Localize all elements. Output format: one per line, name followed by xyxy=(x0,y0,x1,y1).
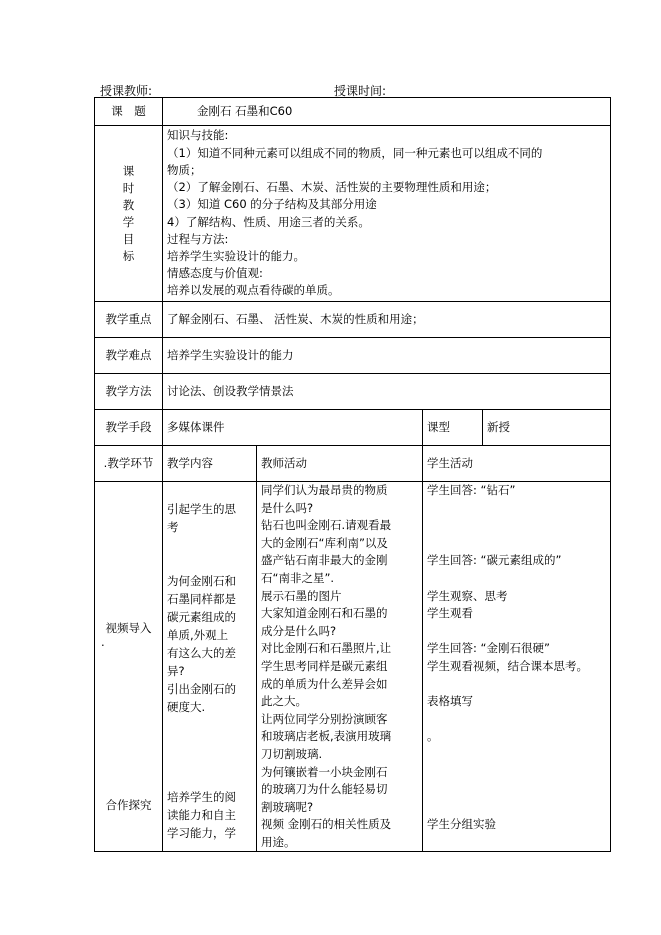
objectives-label-char: 标 xyxy=(122,248,135,263)
means-value: 多媒体课件 xyxy=(163,410,423,446)
lesson-type-value: 新授 xyxy=(483,410,611,446)
objectives-content xyxy=(163,126,611,302)
difficulties-label: 教学难点 xyxy=(95,338,163,374)
student-line: 表格填写 xyxy=(427,694,473,709)
stage-cell xyxy=(95,482,163,852)
student-line: 学生观看 xyxy=(427,606,473,621)
content-line: 有这么大的差 xyxy=(167,646,236,660)
teacher-label: 授课教师: xyxy=(100,84,153,98)
teacher-line: 石“南非之星”. xyxy=(261,570,335,585)
content-line: 考 xyxy=(167,520,179,534)
content-line: 单质,外观上 xyxy=(167,628,229,642)
objectives-row xyxy=(95,126,611,302)
objective-line: 过程与方法: xyxy=(167,231,229,246)
key-points-row xyxy=(95,302,611,338)
topic-row xyxy=(95,98,611,126)
student-line: 学生分组实验 xyxy=(427,817,496,832)
content-line: 学习能力，学 xyxy=(167,826,236,840)
methods-row xyxy=(95,374,611,410)
content-line xyxy=(167,734,252,752)
objective-line: 培养学生实验设计的能力。 xyxy=(167,248,305,263)
teacher-line: 为何镶嵌着一小块金刚石 xyxy=(261,764,388,779)
content-line: 读能力和自主 xyxy=(167,808,236,822)
teacher-line: 割玻璃呢? xyxy=(261,799,314,814)
column-header-student: 学生活动 xyxy=(423,446,611,482)
content-line xyxy=(167,554,252,572)
column-header-stage: .教学环节 xyxy=(95,446,163,482)
teacher-line: 用途。 xyxy=(261,834,296,849)
lesson-type-label: 课型 xyxy=(423,410,483,446)
student-line: 学生回答: “钻石” xyxy=(427,483,516,497)
teacher-line: 的玻璃刀为什么能轻易切 xyxy=(261,782,388,797)
teacher-line: 成分是什么吗? xyxy=(261,623,337,638)
objectives-label-char: 教 xyxy=(122,197,135,212)
process-row xyxy=(95,482,611,852)
student-line xyxy=(427,570,606,588)
time-label: 授课时间: xyxy=(334,84,387,98)
content-line xyxy=(167,536,252,554)
key-points-label: 教学重点 xyxy=(95,302,163,338)
teacher-activity-cell xyxy=(257,482,423,852)
stage-video-intro: 视频导入 xyxy=(105,621,152,635)
methods-label: 教学方法 xyxy=(95,374,163,410)
content-line: 异? xyxy=(167,664,185,678)
content-line: 碳元素组成的 xyxy=(167,610,236,624)
content-line: 引出金刚石的 xyxy=(167,682,236,696)
teacher-line: 此之大。 xyxy=(261,694,307,709)
content-line xyxy=(167,770,252,788)
student-line: 。 xyxy=(427,729,439,744)
column-header-teacher: 教师活动 xyxy=(257,446,423,482)
student-activity-cell xyxy=(423,482,611,852)
stage-cooperative-inquiry: 合作探究 xyxy=(105,798,152,812)
objectives-label-char: 学 xyxy=(122,214,135,229)
teacher-line: 盛产钻石南非最大的金刚 xyxy=(261,553,388,568)
student-line xyxy=(427,676,606,694)
student-line xyxy=(427,500,606,518)
topic-value: 金刚石 石墨和C60 xyxy=(163,98,611,126)
content-cell xyxy=(163,482,257,852)
objective-line: （3）知道 C60 的分子结构及其部分用途 xyxy=(167,197,377,212)
objective-line: （1）知道不同种元素可以组成不同的物质，同一种元素也可以组成不同的 xyxy=(167,145,543,160)
teacher-line: 大家知道金刚石和石墨的 xyxy=(261,606,388,621)
lesson-plan-table xyxy=(94,97,611,852)
means-label: 教学手段 xyxy=(95,410,163,446)
difficulties-row xyxy=(95,338,611,374)
student-line xyxy=(427,764,606,782)
objective-line: 4）了解结构、性质、用途三者的关系。 xyxy=(167,214,370,229)
means-row xyxy=(95,410,611,446)
student-line xyxy=(427,799,606,817)
methods-value: 讨论法、创设教学情景法 xyxy=(163,374,611,410)
objectives-label-char: 目 xyxy=(122,231,135,246)
topic-label: 课 题 xyxy=(95,98,163,126)
content-line: 为何金刚石和 xyxy=(167,574,236,588)
content-line: 培养学生的阅 xyxy=(167,790,236,804)
student-line xyxy=(427,535,606,553)
objectives-label-char: 时 xyxy=(122,180,135,195)
objective-line: （2）了解金刚石、石墨、木炭、活性炭的主要物理性质和用途； xyxy=(167,180,497,195)
objectives-label-char: 课 xyxy=(122,163,135,178)
objective-line: 情感态度与价值观: xyxy=(167,266,263,281)
difficulties-value: 培养学生实验设计的能力 xyxy=(163,338,611,374)
student-line xyxy=(427,781,606,799)
teacher-line: 学生思考同样是碳元素组 xyxy=(261,658,388,673)
content-line xyxy=(167,716,252,734)
objective-line: 知识与技能: xyxy=(167,128,229,143)
teacher-line: 同学们认为最昂贵的物质 xyxy=(261,483,388,497)
student-line: 学生观察、思考 xyxy=(427,588,508,603)
teacher-line: 钻石也叫金刚石.请观看最 xyxy=(261,518,392,533)
student-line xyxy=(427,623,606,641)
objective-line: 物质； xyxy=(167,162,202,177)
student-line: 学生回答: “金刚石很硬” xyxy=(427,641,550,656)
teacher-line: 成的单质为什么差异会如 xyxy=(261,676,388,691)
student-line xyxy=(427,746,606,764)
student-line: 学生回答: “碳元素组成的” xyxy=(427,553,562,568)
content-line: 引起学生的思 xyxy=(167,502,236,516)
content-line: 石墨同样都是 xyxy=(167,592,236,606)
teacher-line: 视频 金刚石的相关性质及 xyxy=(261,817,392,832)
content-line xyxy=(167,482,252,500)
teacher-line: 是什么吗? xyxy=(261,500,314,515)
teacher-line: 展示石墨的图片 xyxy=(261,588,342,603)
teacher-line: 大的金刚石“库利南”以及 xyxy=(261,535,388,550)
teacher-line: 刀切割玻璃. xyxy=(261,746,323,761)
objectives-label xyxy=(95,126,163,302)
column-header-row xyxy=(95,446,611,482)
teacher-line: 和玻璃店老板,表演用玻璃 xyxy=(261,729,392,744)
student-line xyxy=(427,517,606,535)
content-line: 硬度大. xyxy=(167,700,206,714)
objective-line: 培养以发展的观点看待碳的单质。 xyxy=(167,283,340,298)
content-line xyxy=(167,752,252,770)
column-header-content: 教学内容 xyxy=(163,446,257,482)
student-line: 学生观看视频，结合课本思考。 xyxy=(427,658,588,673)
key-points-value: 了解金刚石、石墨、 活性炭、木炭的性质和用途； xyxy=(163,302,611,338)
student-line xyxy=(427,711,606,729)
teacher-line: 对比金刚石和石墨照片,让 xyxy=(261,641,392,656)
stage-mark: . xyxy=(101,635,105,649)
teacher-line: 让两位同学分别扮演顾客 xyxy=(261,711,388,726)
